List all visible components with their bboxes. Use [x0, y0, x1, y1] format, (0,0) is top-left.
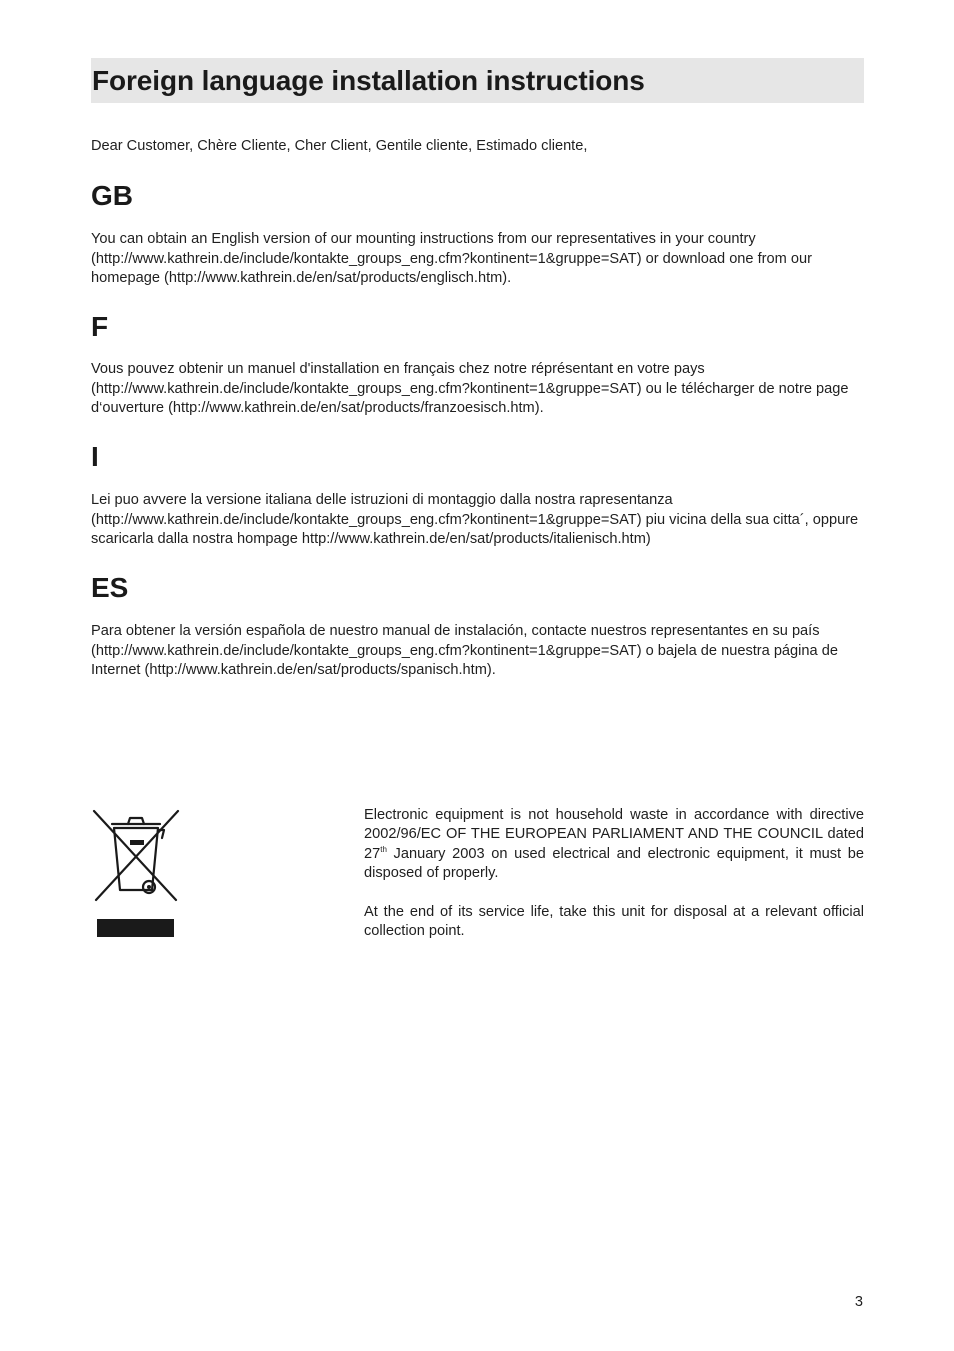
page-number: 3 [854, 1294, 863, 1310]
section-heading-gb: GB [91, 180, 133, 211]
section-heading-f: F [91, 311, 109, 342]
greeting-text: Dear Customer, Chère Cliente, Cher Client, Gentile cliente, Estimado cliente, [91, 138, 588, 154]
disposal-text-2: At the end of its service life, take this unit for disposal at a relevant official collection point. [364, 904, 864, 940]
section-heading-es: ES [91, 572, 129, 603]
section-text-i: Lei puo avvere la versione italiana delle istruzioni di montaggio dalla nostra rapresentanza (http://www.kathrein.de/include/kontakte_groups_eng.cfm?kontinent=1&gruppe=SAT) piu vicina della sua citta´, oppure scaricarla dalla nostra hompage http://www.kathrein.de/en/sat/products/italienisch.htm) [91, 492, 859, 547]
title-bar [91, 58, 864, 103]
section-text-gb: You can obtain an English version of our mounting instructions from our representatives in your country (http://www.kathrein.de/include/kontakte_groups_eng.cfm?kontinent=1&gruppe=SAT) or download one from our homepage (http://www.kathrein.de/en/sat/products/englisch.htm). [91, 231, 812, 286]
section-text-es: Para obtener la versión española de nuestro manual de instalación, contacte nuestros representantes en su país (http://www.kathrein.de/include/kontakte_groups_eng.cfm?kontinent=1&gruppe=SAT) o bajela de nuestra página de Internet (http://www.kathrein.de/en/sat/products/spanisch.htm). [91, 623, 838, 678]
page-title: Foreign language installation instructions [92, 64, 645, 96]
section-heading-i: I [91, 441, 99, 472]
section-text-f: Vous pouvez obtenir un manuel d'installation en français chez notre réprésentant en votre pays (http://www.kathrein.de/include/kontakte_groups_eng.cfm?kontinent=1&gruppe=SAT) ou le télécharger de notre page d‘ouverture (http://www.kathrein.de/en/sat/products/franzoesisch.htm). [91, 361, 849, 416]
disposal-text-1: Electronic equipment is not household waste in accordance with directive 2002/96/EC OF THE EUROPEAN PARLIAMENT AND THE COUNCIL dated 27th January 2003 on used electrical and electronic equipment, it must be disposed of properly. [364, 807, 864, 881]
crossed-out-wheelie-bin-icon [90, 808, 182, 938]
